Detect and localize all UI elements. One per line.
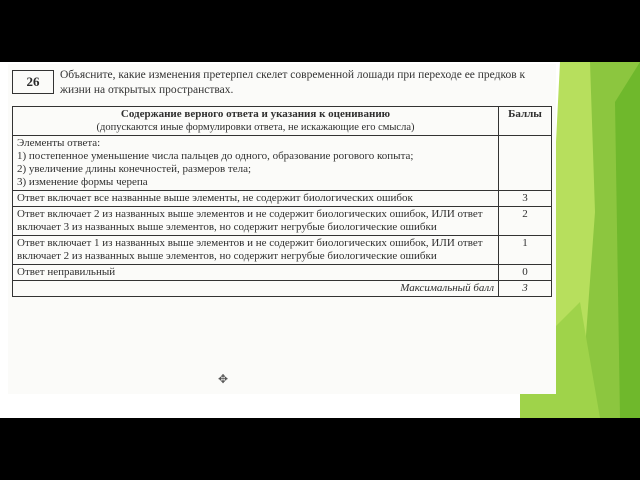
content-header: [13, 107, 499, 136]
elements-score-cell: [499, 136, 552, 191]
max-score-row: [13, 281, 552, 297]
criteria-text: Ответ включает 2 из названных выше элементов и не содержит биологических ошибок, ИЛИ ответ включает 3 из названных выше элементов, но содержит негрубые биологические ошибки: [13, 207, 499, 236]
criteria-row: [13, 207, 552, 236]
criteria-score: 0: [499, 265, 552, 281]
criteria-text: Ответ неправильный: [13, 265, 499, 281]
answer-table: [12, 106, 552, 297]
letterbox-bottom: [0, 418, 640, 480]
table-header-row: [13, 107, 552, 136]
content-header-subtitle: (допускаются иные формулировки ответа, не искажающие его смысла): [96, 122, 415, 133]
criteria-score: 1: [499, 236, 552, 265]
element-item: 1) постепенное уменьшение числа пальцев до одного, образование рогового копыта;: [17, 150, 414, 162]
question-text: Объясните, какие изменения претерпел скелет современной лошади при переходе ее предков к жизни на открытых пространствах.: [60, 69, 526, 96]
elements-row: [13, 136, 552, 191]
criteria-text: Ответ включает все названные выше элементы, не содержит биологических ошибок: [13, 191, 499, 207]
criteria-text: Ответ включает 1 из названных выше элементов и не содержит биологических ошибок, ИЛИ ответ включает 2 из названных выше элементов, но содержит негрубые биологические ошибки: [13, 236, 499, 265]
mouse-cursor-icon: ✥: [218, 372, 229, 386]
question-number: 26: [12, 70, 54, 94]
criteria-score: 3: [499, 191, 552, 207]
elements-cell: [13, 136, 499, 191]
content-header-title: Содержание верного ответа и указания к оцениванию: [120, 108, 391, 120]
element-item: 2) увеличение длины конечностей, размеров тела;: [17, 163, 252, 175]
max-score-value: 3: [499, 281, 552, 297]
document-page: [8, 64, 556, 394]
slide: [0, 62, 640, 418]
score-header: Баллы: [499, 107, 552, 136]
criteria-row: [13, 191, 552, 207]
element-item: 3) изменение формы черепа: [17, 176, 148, 188]
max-score-label: Максимальный балл: [13, 281, 499, 297]
elements-title: Элементы ответа:: [17, 137, 101, 149]
criteria-row: [13, 236, 552, 265]
letterbox-top: [0, 0, 640, 62]
criteria-score: 2: [499, 207, 552, 236]
criteria-row: [13, 265, 552, 281]
